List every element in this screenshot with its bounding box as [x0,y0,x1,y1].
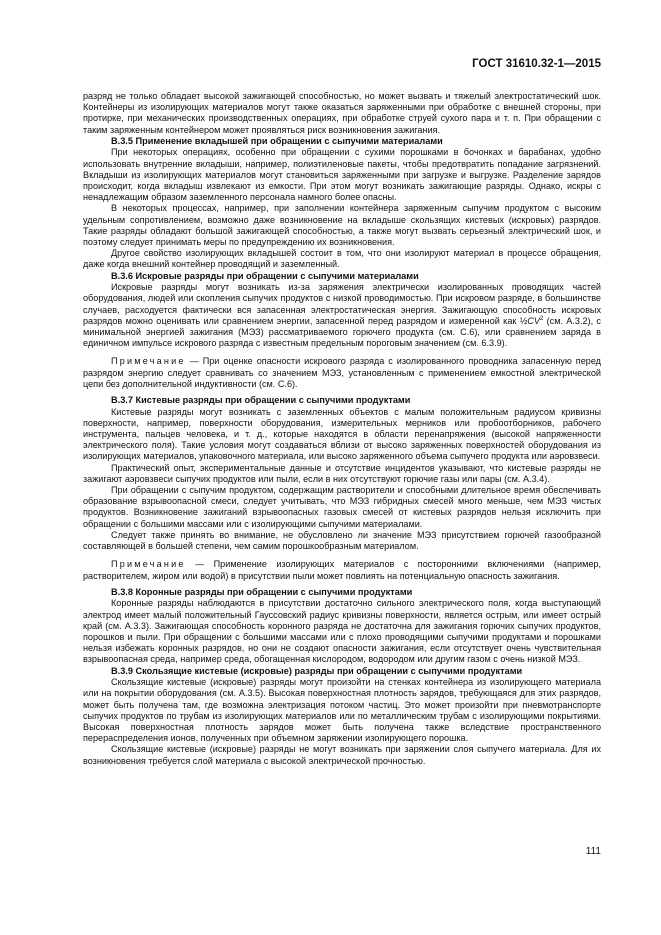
paragraph-text: (см. А.3.2), с минимальной энергией зажигания (МЭЗ) рассматриваемого горючего продукта (см. С.6), или сравнением заряда в единичном импульсе искрового разряда с известным предельным пороговым значением (см. 6.3.9). [83,315,601,349]
paragraph: Скользящие кистевые (искровые) разряды не могут возникать при заряжении слоя сыпучего материала. Для их возникновения требуется слой материала с высокой электрической прочностью. [83,744,601,766]
standard-header: ГОСТ 31610.32-1—2015 [472,58,601,70]
section-heading-b39: В.3.9 Скользящие кистевые (искровые) разряды при обращении с сыпучими продуктами [111,665,523,676]
paragraph: Кистевые разряды могут возникать с заземленных объектов с малым положительным радиусом кривизны поверхности, например, поверхности оборудования, измерительных мерников или пробоотборников, рабочего инструмента, пальцев человека, и т. д., которые находятся в области перенапряжения (высокой напряженности электрического поля). Такие условия могут создаваться вблизи от высоко заряженных поверхностей оборудования из изолирующих материалов, упаковочного материала, или высоко заряженного объема сыпучего продукта или аэровзвеси. [83,406,601,462]
document-body [83,91,601,767]
paragraph: При обращении с сыпучим продуктом, содержащим растворители и способными длительное время обеспечивать образование взрывоопасной смеси, следует учитывать, что МЭЗ гибридных смесей много меньше, чем МЭЗ чистых продуктов. Возникновение зажиганий взрывоопасных газовых смесей от кистевых разрядов нельзя исключить при обращении с большими массами или с изолирующими сыпучими материалами. [83,485,601,529]
paragraph: Скользящие кистевые (искровые) разряды могут произойти на стенках контейнера из изолирующего материала или на покрытии оборудования (см. А.3.5). Высокая поверхностная плотность зарядов, требующаяся для этих разрядов, может быть получена там, где возможна электризация потоком частиц. Это может произойти при пневмотранспорте сыпучих продуктов по трубам из изолирующих материалов или по металлическим трубам с изолирующими покрытиями. Высокая поверхностная плотность зарядов может быть получена также вследствие пространственного перераспределения ионов, полученных при объемном заряжении изолирующего порошка. [83,677,601,744]
section-heading-b37: В.3.7 Кистевые разряды при обращении с сыпучими продуктами [111,395,411,406]
paragraph: Другое свойство изолирующих вкладышей состоит в том, что они изолируют материал в процессе обращения, даже когда внешний контейнер проводящий и заземленный. [83,248,601,270]
note [83,559,601,581]
paragraph: При некоторых операциях, особенно при обращении с сухими порошками в бочонках и барабанах, удобно использовать внутренние вкладыши, например, полиэтиленовые пакеты, чтобы предотвратить попадание загрязнений. Вкладыши из изолирующих материалов могут становиться заряженными при загрузке и выгрузке. Разделение зарядов происходит, когда вкладыш извлекают из емкости. При этом могут возникать зажигающие разряды. Однако, искры с ненадлежащим образом заземленного персонала намного более опасны. [83,147,601,203]
formula-exponent: 2 [539,315,544,322]
paragraph-with-formula [83,282,601,349]
page-number: 111 [585,846,601,857]
paragraph: В некоторых процессах, например, при заполнении контейнера заряженным сыпучим продуктом с высоким удельным сопротивлением, возможно даже возникновение на вкладыше скользящих кистевых (искровых) разрядов. Такие разряды обладают большой зажигающей способностью, а также могут вызвать серьезный электрический шок, и поэтому следует принимать меры по предупреждению их возникновения. [83,203,601,248]
note-text: — Применение изолирующих материалов с посторонними включениями (например, растворителем, жиром или водой) в присутствии пыли может повлиять на потенциальную опасность зажигания. [83,559,601,581]
paragraph: Коронные разряды наблюдаются в присутствии достаточно сильного электрического поля, когда выступающий электрод имеет малый положительный Гауссовский радиус кривизны поверхности, является острым, или имеет острый край (см. А.3.3). Зажигающая способность коронного разряда не достаточна для зажигания горючих сыпучих продуктов, порошков и пыли. При обращении с большими массами или с плохо проводящими сыпучими продуктами и порошками нельзя избежать коронных разрядов, но они не создают опасности зажигания, если отсутствует очень чувствительная взрывоопасная среда, например среда, обогащенная кислородом, водородом или другим газом с очень низкой МЭЗ. [83,598,601,665]
section-heading-b36: В.3.6 Искровые разряды при обращении с сыпучими материалами [111,270,419,281]
section-heading-b35: В.3.5 Применение вкладышей при обращении с сыпучими материалами [111,135,443,146]
paragraph: Практический опыт, экспериментальные данные и отсутствие инцидентов указывают, что кистевые разряды не зажигают аэровзвеси сыпучих продуктов или пыли, если в них отсутствуют горючие газы или пары (см. А.3.4). [83,462,601,484]
paragraph-text: Искровые разряды могут возникать из-за заряжения электрически изолированных проводящих частей оборудования, людей или скопления сыпучих продуктов с низкой проводимостью. При искровом разряде, в большинстве случаев, расходуется фактически вся запасенная электростатическая энергия. Зажигающую способность искровых разрядов можно оценивать или сравнением энергии, запасенной перед разрядом и измеренной как ½ [83,282,601,326]
note-label: Примечание [111,356,186,367]
note [83,356,601,390]
paragraph: Следует также принять во внимание, не обусловлено ли значение МЭЗ присутствием горючей газообразной составляющей в большей степени, чем самим порошкообразным материалом. [83,529,601,552]
formula: CV [527,315,540,326]
note-text: — При оценке опасности искрового разряда с изолированного проводника запасенную перед разрядом энергию следует сравнивать со значением МЭЗ, установленным с применением емкостной электрической цепи без дополнительной индуктивности (см. С.6). [83,356,601,389]
paragraph: разряд не только обладает высокой зажигающей способностью, но может вызвать и тяжелый электростатический шок. Контейнеры из изолирующих материалов могут также оказаться заряженными при обработке с внешней стороны, при протирке, при механических производственных операциях, при обработке струей сухого пара и т. п. При обращении с таким заряженным контейнером может проявляться риск возникновения зажигания. [83,91,601,135]
note-label: Примечание [111,559,186,570]
section-heading-b38: В.3.8 Коронные разряды при обращении с сыпучими продуктами [111,586,413,597]
